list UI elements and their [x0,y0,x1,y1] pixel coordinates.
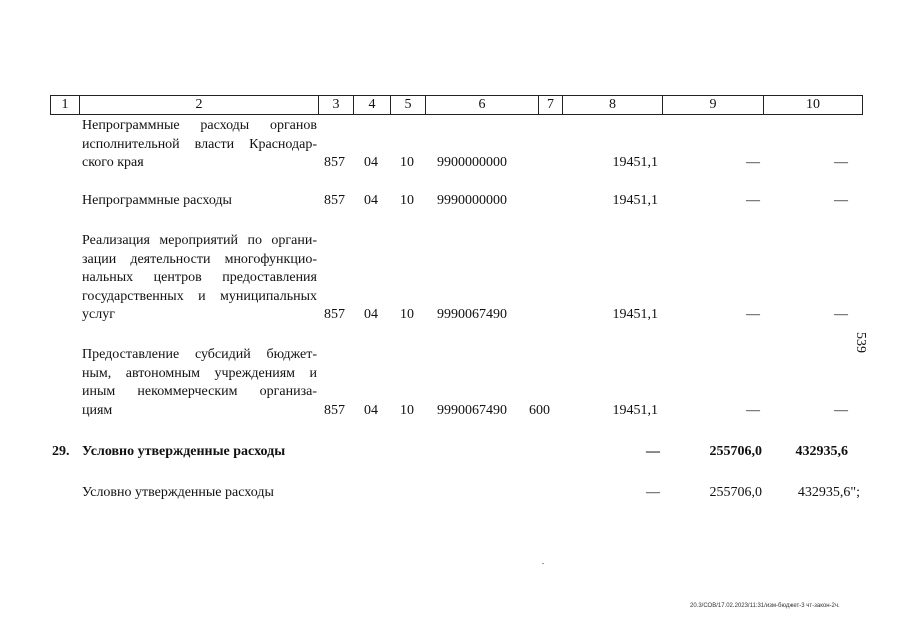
description-line: Непрограммные расходы органов [82,118,317,133]
cell-col-4: 04 [364,155,378,170]
scan-speck [542,563,544,564]
header-col-3: 3 [332,97,340,112]
table-row-description [82,117,317,173]
description-line: иным некоммерческим организа- [82,384,317,399]
description-line: Реализация мероприятий по органи- [82,233,317,248]
description-line: услуг [82,307,115,322]
cell-col-6: 9990000000 [437,193,507,208]
header-col-10: 10 [806,97,820,112]
subrow-col-8: — [646,485,660,500]
table-row-description [82,232,317,325]
description-line: зации деятельности многофункцио- [82,251,317,267]
subrow-col-10: 432935,6"; [797,485,860,500]
cell-col-3: 857 [324,193,345,208]
cell-col-10: — [834,403,848,418]
header-col-5: 5 [404,97,412,112]
section-col-8: — [646,444,660,459]
header-col-8: 8 [609,97,616,112]
cell-col-6: 9900000000 [437,155,507,170]
cell-col-9: — [746,307,760,322]
section-title: Условно утвержденные расходы [82,444,286,459]
cell-col-3: 857 [324,307,345,322]
subrow-col-9: 255706,0 [709,485,762,500]
cell-col-10: — [834,193,848,208]
cell-col-3: 857 [324,155,345,170]
cell-col-8: 19451,1 [612,307,658,322]
description-line: ского края [82,155,144,170]
cell-col-8: 19451,1 [612,193,658,208]
cell-col-6: 9990067490 [437,403,507,418]
page-number: 539 [853,332,868,353]
cell-col-6: 9990067490 [437,307,507,322]
section-number: 29. [52,444,70,459]
cell-col-8: 19451,1 [612,155,658,170]
header-col-6: 6 [478,97,486,112]
section-col-9: 255706,0 [709,444,762,459]
description-line: ным, автономным учреждениям и [82,365,317,381]
header-col-9: 9 [709,97,717,112]
table-row-description [82,346,317,420]
cell-col-3: 857 [324,403,345,418]
cell-col-5: 10 [400,155,414,170]
description-line: циям [82,402,113,418]
cell-col-10: — [834,155,848,170]
table-row-description [82,192,317,211]
document-footer: 20.3/СОВ/17.02.2023/11:31/изм-бюджет-3 чт-закон-2ч. [690,603,840,609]
cell-col-4: 04 [364,403,378,418]
cell-col-8: 19451,1 [612,403,658,418]
cell-col-9: — [746,193,760,208]
description-line: государственных и муниципальных [82,288,317,304]
cell-col-7: 600 [529,403,550,418]
description-line: Предоставление субсидий бюджет- [82,347,317,362]
table-header [50,95,863,115]
header-col-4: 4 [368,97,376,112]
description-line: исполнительной власти Краснодар- [82,136,317,152]
cell-col-5: 10 [400,403,414,418]
cell-col-9: — [746,155,760,170]
header-col-7: 7 [547,97,554,112]
description-line: нальных центров предоставления [82,270,317,285]
description-line: Непрограммные расходы [82,193,232,208]
cell-col-5: 10 [400,307,414,322]
header-col-1: 1 [61,97,69,112]
cell-col-10: — [834,307,848,322]
subrow-title: Условно утвержденные расходы [82,485,274,500]
cell-col-5: 10 [400,193,414,208]
cell-col-4: 04 [364,307,378,322]
cell-col-9: — [746,403,760,418]
header-col-2: 2 [195,97,203,112]
cell-col-4: 04 [364,193,378,208]
section-col-10: 432935,6 [795,444,848,459]
